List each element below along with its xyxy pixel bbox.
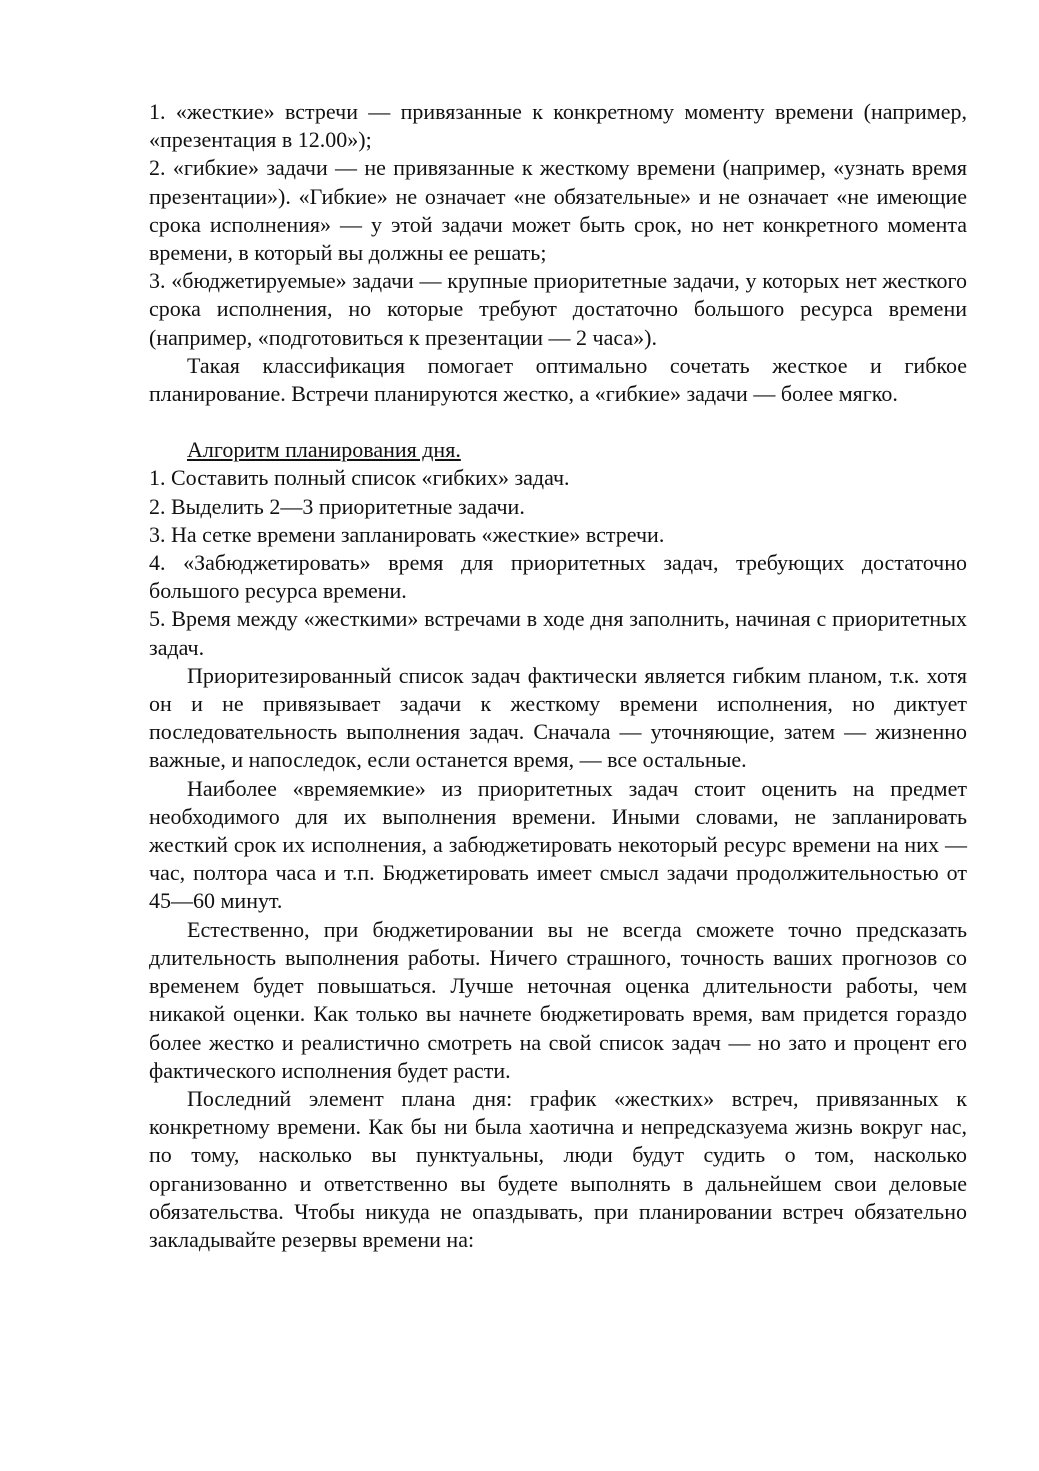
- paragraph-classification: Такая классификация помогает оптимально сочетать жесткое и гибкое планирование. Встречи планируются жестко, а «гибкие» задачи — более мягко.: [149, 352, 967, 407]
- list-item-flexible-tasks: 2. «гибкие» задачи — не привязанные к жесткому времени (например, «узнать время презентации»). «Гибкие» не означает «не обязательные» и не означает «не имеющие срока исполнения» — у этой задачи может быть срок, но нет конкретного момента времени, в который вы должны ее решать;: [149, 155, 967, 266]
- paragraph-hard-meetings-schedule: Последний элемент плана дня: график «жестких» встреч, привязанных к конкретному времени. Как бы ни была хаотична и непредсказуема жизнь вокруг нас, по тому, насколько вы пунктуальны, люди будут судить о том, насколько организованно и ответственно вы будете выполнять в дальнейшем свои деловые обязательства. Чтобы никуда не опаздывать, при планировании встреч обязательно закладывайте резервы времени на:: [149, 1085, 967, 1252]
- algorithm-step-5: 5. Время между «жесткими» встречами в ходе дня заполнить, начиная с приоритетных задач.: [149, 606, 967, 660]
- algorithm-step-1: 1. Составить полный список «гибких» задач.: [149, 465, 570, 491]
- paragraph-time-consuming-tasks: Наиболее «времяемкие» из приоритетных задач стоит оценить на предмет необходимого для их выполнения времени. Иными словами, не запланировать жесткий срок их исполнения, а забюджетировать некоторый ресурс времени на них — час, полтора часа и т.п. Бюджетировать имеет смысл задачи продолжительностью от 45—60 минут.: [149, 775, 967, 914]
- paragraph-prioritized-list: Приоритезированный список задач фактически является гибким планом, т.к. хотя он и не привязывает задачи к жесткому времени исполнения, но диктует последовательность выполнения задач. Сначала — уточняющие, затем — жизненно важные, и напоследок, если останется время, — все остальные.: [149, 662, 967, 773]
- paragraph-budgeting: Естественно, при бюджетировании вы не всегда сможете точно предсказать длительность выполнения работы. Ничего страшного, точность ваших прогнозов со временем будет повышаться. Лучше неточная оценка длительности работы, чем никакой оценки. Как только вы начнете бюджетировать время, вам придется гораздо более жестко и реалистично смотреть на свой список задач — но зато и процент его фактического исполнения будет расти.: [149, 916, 967, 1083]
- algorithm-step-3: 3. На сетке времени запланировать «жесткие» встречи.: [149, 521, 665, 547]
- list-item-hard-meetings: 1. «жесткие» встречи — привязанные к конкретному моменту времени (например, «презентация в 12.00»);: [149, 99, 967, 153]
- blank-line: [149, 408, 967, 436]
- list-item-budgeted-tasks: 3. «бюджетируемые» задачи — крупные приоритетные задачи, у которых нет жесткого срока исполнения, но которые требуют достаточно большого ресурса времени (например, «подготовиться к презентации — 2 часа»).: [149, 268, 967, 350]
- document-page: [149, 98, 967, 1254]
- algorithm-step-4: 4. «Забюджетировать» время для приоритетных задач, требующих достаточно большого ресурса времени.: [149, 550, 967, 604]
- section-heading-algorithm: Алгоритм планирования дня.: [187, 437, 461, 463]
- algorithm-step-2: 2. Выделить 2—3 приоритетные задачи.: [149, 493, 525, 519]
